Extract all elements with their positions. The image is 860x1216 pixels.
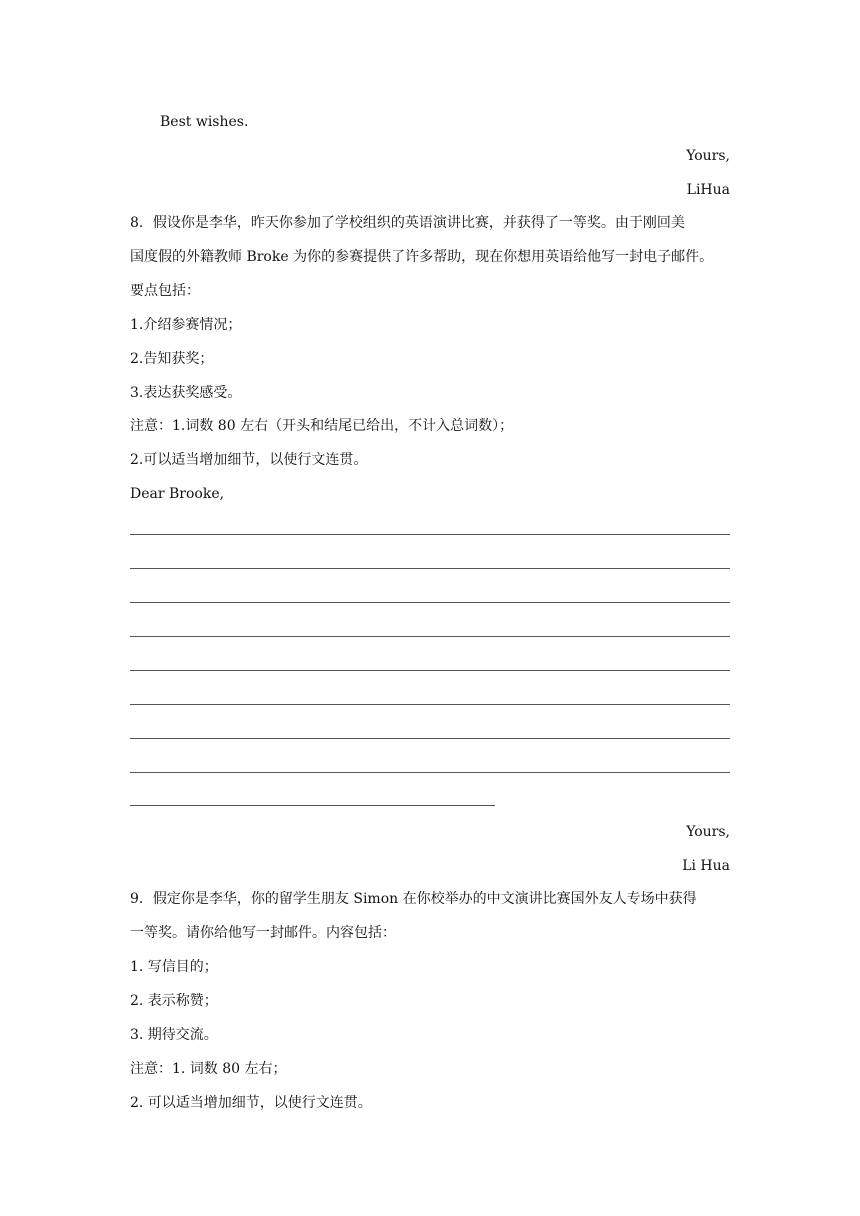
answer-line-short	[130, 805, 495, 806]
q9-note-2: 2. 可以适当增加细节，以使行文连贯。	[130, 1095, 372, 1111]
q8-points-intro: 要点包括：	[130, 283, 200, 299]
q9-point-3: 3. 期待交流。	[130, 1027, 218, 1043]
q8-prompt-line-2: 国度假的外籍教师 Broke 为你的参赛提供了许多帮助，现在你想用英语给他写一封电子邮件。	[130, 249, 714, 265]
answer-line	[130, 772, 730, 773]
q8-prompt-line-1: 8．假设你是李华，昨天你参加了学校组织的英语演讲比赛，并获得了一等奖。由于刚回美	[130, 215, 685, 231]
q9-point-1: 1. 写信目的；	[130, 959, 218, 975]
answer-line	[130, 738, 730, 739]
q8-signoff: Yours,	[686, 824, 730, 840]
q8-signature-name: Li Hua	[682, 858, 730, 874]
q8-point-2: 2.告知获奖；	[130, 351, 214, 367]
q9-note-1: 注意：1. 词数 80 左右；	[130, 1061, 287, 1077]
q9-prompt-line-2: 一等奖。请你给他写一封邮件。内容包括：	[130, 925, 396, 941]
q9-point-2: 2. 表示称赞；	[130, 993, 218, 1009]
q8-point-1: 1.介绍参赛情况；	[130, 317, 242, 333]
answer-line	[130, 670, 730, 671]
answer-line	[130, 534, 730, 535]
q8-note-1: 注意：1.词数 80 左右（开头和结尾已给出，不计入总词数）；	[130, 418, 514, 434]
answer-line	[130, 636, 730, 637]
q8-note-2: 2.可以适当增加细节，以使行文连贯。	[130, 452, 368, 468]
answer-line	[130, 704, 730, 705]
signature-name: LiHua	[686, 182, 730, 198]
q9-prompt-line-1: 9．假定你是李华，你的留学生朋友 Simon 在你校举办的中文演讲比赛国外友人专场中获得	[130, 891, 697, 907]
q8-greeting: Dear Brooke,	[130, 486, 225, 502]
q8-point-3: 3.表达获奖感受。	[130, 385, 242, 401]
answer-line	[130, 568, 730, 569]
closing-line: Best wishes.	[160, 114, 249, 130]
signoff: Yours,	[686, 148, 730, 164]
answer-line	[130, 602, 730, 603]
